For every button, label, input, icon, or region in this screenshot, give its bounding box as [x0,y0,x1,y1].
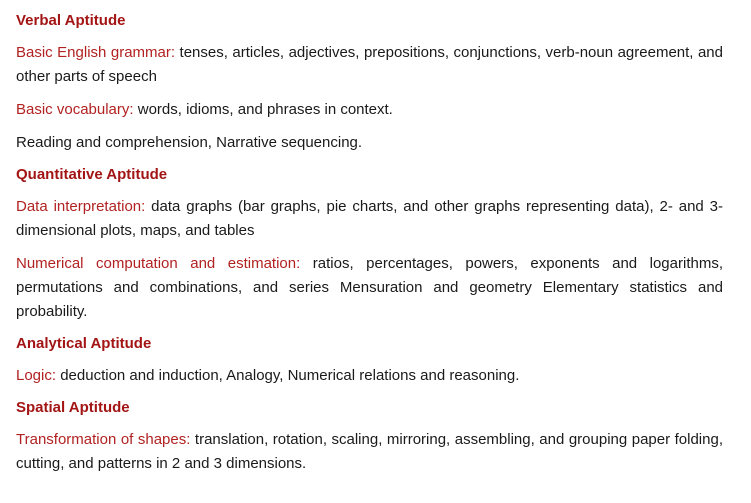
section-heading-quantitative: Quantitative Aptitude [16,166,168,183]
term-grammar: Basic English grammar: [16,44,176,61]
term-numerical-computation: Numerical computation and estimation: [16,255,301,272]
term-vocabulary: Basic vocabulary: [16,101,134,118]
section-heading-spatial: Spatial Aptitude [16,399,130,416]
section-heading-verbal: Verbal Aptitude [16,12,126,29]
paragraph-numerical-computation [16,252,723,324]
paragraph-logic [16,364,723,388]
paragraph-data-interpretation [16,195,723,243]
section-heading-analytical: Analytical Aptitude [16,335,152,352]
term-logic: Logic: [16,367,57,384]
text-grammar: tenses, articles, adjectives, prepositions, conjunctions, verb-noun agreement, and other parts of speech [16,44,723,85]
text-numerical-computation: ratios, percentages, powers, exponents and logarithms, permutations and combinations, and series Mensuration and geometry Elementary statistics and probability. [16,255,723,320]
paragraph-reading [16,131,723,155]
text-vocabulary: words, idioms, and phrases in context. [133,101,393,118]
text-logic: deduction and induction, Analogy, Numerical relations and reasoning. [56,367,520,384]
text-transformation: translation, rotation, scaling, mirroring, assembling, and grouping paper folding, cutting, and patterns in 2 and 3 dimensions. [16,431,723,472]
paragraph-vocabulary [16,98,723,122]
paragraph-grammar [16,41,723,89]
paragraph-transformation [16,428,723,476]
term-transformation: Transformation of shapes: [16,431,191,448]
text-reading: Reading and comprehension, Narrative sequencing. [16,134,363,151]
text-data-interpretation: data graphs (bar graphs, pie charts, and other graphs representing data), 2- and 3-dimensional plots, maps, and tables [16,198,723,239]
term-data-interpretation: Data interpretation: [16,198,146,215]
